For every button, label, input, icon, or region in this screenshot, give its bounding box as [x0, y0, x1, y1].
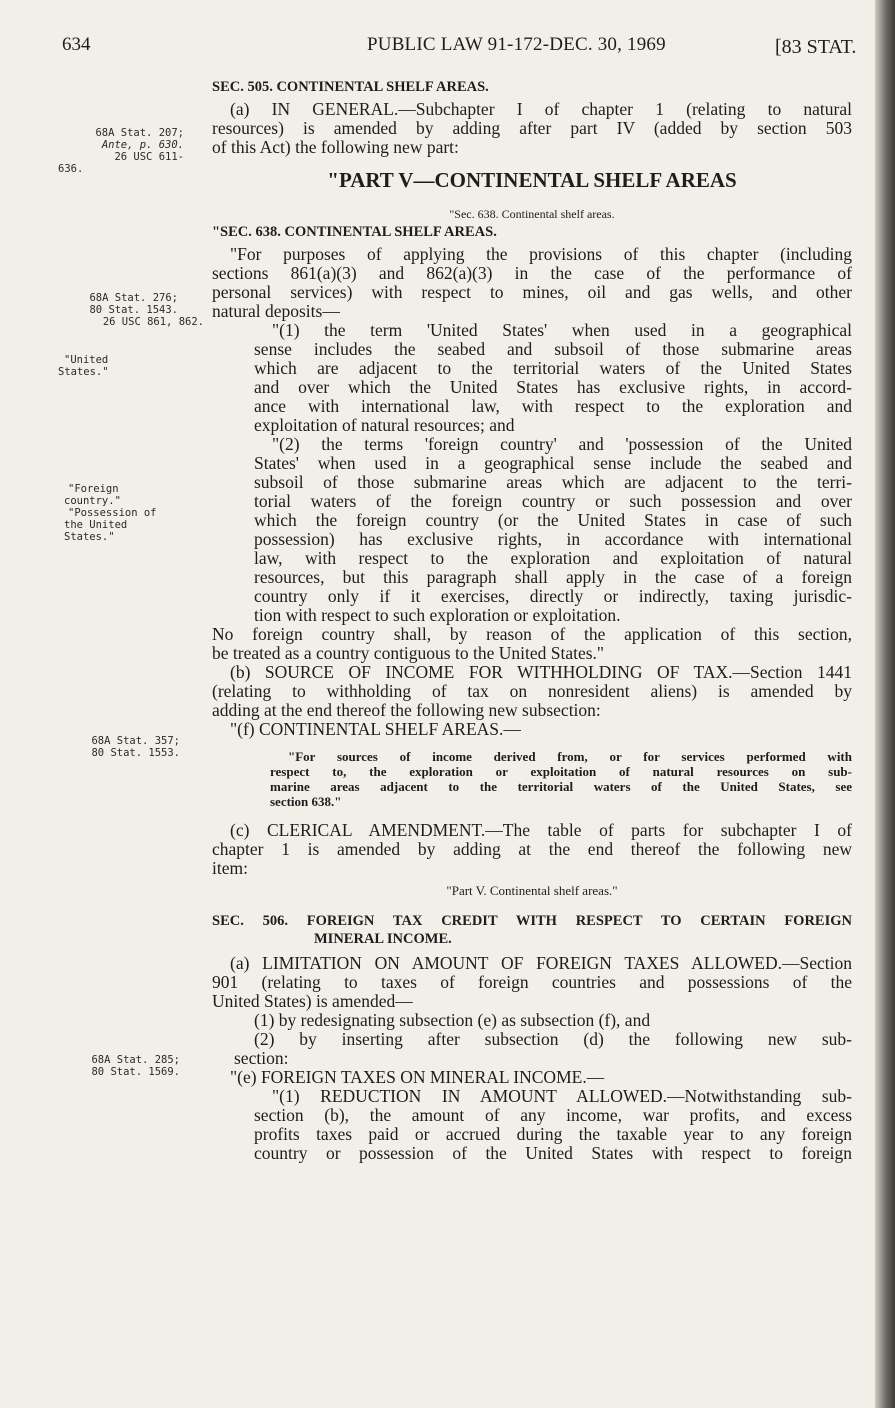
text-line: be treated as a country contiguous to the United States." [212, 644, 605, 663]
text-line: adding at the end thereof the following new subsection: [212, 701, 601, 720]
text-line: profits taxes paid or accrued during the taxable year to any foreign [254, 1125, 852, 1144]
margin-note-line: "Possession of [68, 507, 157, 519]
margin-note-line: 80 Stat. 1543. [89, 304, 178, 316]
paragraph-sec505a [212, 100, 852, 157]
text-line: (b) SOURCE OF INCOME FOR WITHHOLDING OF TAX.—Section 1441 [230, 663, 852, 682]
margin-note-sec506 [62, 1054, 180, 1078]
paragraph-sec638-intro [212, 245, 852, 321]
margin-note-sec505 [58, 127, 184, 175]
text-line: "(2) the terms 'foreign country' and 'possession of the United [272, 435, 852, 454]
margin-note-line: 26 USC 861, 862. [102, 316, 204, 328]
margin-note-line: 68A Stat. 207; [95, 127, 184, 139]
text-line: of this Act) the following new part: [212, 138, 459, 157]
text-line: respect to, the exploration or exploitation of natural resources on sub- [270, 764, 852, 779]
text-line: (2) by inserting after subsection (d) the following new sub- [254, 1030, 852, 1049]
text-line: SEC. 506. FOREIGN TAX CREDIT WITH RESPECT TO CERTAIN FOREIGN [212, 913, 852, 929]
margin-note-foreign-country [64, 483, 204, 543]
text-line: section 638." [270, 794, 342, 809]
text-line: item: [212, 859, 248, 878]
text-line: torial waters of the foreign country or such possession and over [254, 492, 852, 511]
document-body [212, 78, 852, 1163]
text-line: tion with respect to such exploration or exploitation. [254, 606, 621, 625]
text-line: resources) is amended by adding after part IV (added by section 503 [212, 119, 852, 138]
text-line: resources, but this paragraph shall apply in the case of a foreign [254, 568, 852, 587]
part-title: "PART V—CONTINENTAL SHELF AREAS [327, 168, 737, 192]
margin-note-line: 26 USC 611- [114, 151, 184, 163]
margin-note-line: 636. [58, 163, 84, 175]
text-line: and over which the United States has exclusive rights, in accord- [254, 378, 852, 397]
text-line: country or possession of the United States with respect to foreign [254, 1144, 852, 1163]
toc-entry: "Sec. 638. Continental shelf areas. [449, 207, 615, 221]
text-line: No foreign country shall, by reason of the application of this section, [212, 625, 852, 644]
paragraph-2 [212, 435, 852, 625]
margin-note-line: 80 Stat. 1569. [91, 1066, 180, 1078]
text-line: which are adjacent to the territorial waters of the United States [254, 359, 852, 378]
text-line: chapter 1 is amended by adding at the end thereof the following new [212, 840, 852, 859]
margin-note-line: country." [64, 495, 121, 507]
subsection-heading: "(e) FOREIGN TAXES ON MINERAL INCOME.— [230, 1068, 605, 1087]
statute-volume: [83 STAT. [775, 36, 857, 58]
section-heading: "SEC. 638. CONTINENTAL SHELF AREAS. [212, 224, 497, 240]
margin-note-sec505b [62, 735, 180, 759]
text-line: exploitation of natural resources; and [254, 416, 515, 435]
margin-note-line: the United [64, 519, 128, 531]
margin-note-united-states [58, 354, 136, 378]
list-item [212, 1030, 852, 1068]
toc-entry: "Part V. Continental shelf areas." [446, 883, 618, 898]
text-line: sections 861(a)(3) and 862(a)(3) in the case of the performance of [212, 264, 852, 283]
margin-note-line: 68A Stat. 357; [91, 735, 180, 747]
section-heading: SEC. 505. CONTINENTAL SHELF AREAS. [212, 79, 489, 95]
text-line: sense includes the seabed and subsoil of those submarine areas [254, 340, 852, 359]
margin-note-line: 68A Stat. 285; [91, 1054, 180, 1066]
margin-note-line: 80 Stat. 1553. [91, 747, 180, 759]
text-line: "(1) REDUCTION IN AMOUNT ALLOWED.—Notwithstanding sub- [272, 1087, 852, 1106]
text-line: personal services) with respect to mines, oil and gas wells, and other [212, 283, 852, 302]
text-line: "For sources of income derived from, or for services performed with [288, 749, 852, 764]
margin-note-line: "Foreign [68, 483, 119, 495]
margin-note-line: "United [64, 354, 109, 366]
section-heading-sec506 [212, 912, 852, 948]
paragraph-sec506a [212, 954, 852, 1011]
list-item: (1) by redesignating subsection (e) as subsection (f), and [254, 1011, 651, 1030]
text-line: "(1) the term 'United States' when used in a geographical [272, 321, 852, 340]
text-line: natural deposits— [212, 302, 340, 321]
text-line: United States) is amended— [212, 992, 413, 1011]
text-line: "For purposes of applying the provisions of this chapter (including [230, 245, 852, 264]
paragraph-subsec-f [212, 749, 852, 809]
text-line: country only if it exercises, directly or indirectly, taxing jurisdic- [254, 587, 852, 606]
book-spine-shadow [875, 0, 895, 1408]
text-line: (a) IN GENERAL.—Subchapter I of chapter 1 (relating to natural [230, 100, 852, 119]
text-line: (relating to withholding of tax on nonresident aliens) is amended by [212, 682, 852, 701]
paragraph-1 [212, 321, 852, 435]
text-line: (a) LIMITATION ON AMOUNT OF FOREIGN TAXES ALLOWED.—Section [230, 954, 852, 973]
text-line: marine areas adjacent to the territorial waters of the United States, see [270, 779, 852, 794]
text-line: possession) has exclusive rights, in accordance with international [254, 530, 852, 549]
text-line: subsoil of those submarine areas which are adjacent to the terri- [254, 473, 852, 492]
margin-note-line: States." [64, 531, 115, 543]
margin-note-line: 68A Stat. 276; [89, 292, 178, 304]
paragraph-closing [212, 625, 852, 663]
text-line: section: [234, 1049, 289, 1068]
running-header-title: PUBLIC LAW 91-172-DEC. 30, 1969 [367, 34, 666, 55]
subsection-heading: "(f) CONTINENTAL SHELF AREAS.— [230, 720, 521, 739]
margin-note-line: Ante, p. 630. [101, 139, 184, 151]
text-line: ance with international law, with respect to the exploration and [254, 397, 852, 416]
page-number: 634 [62, 34, 91, 55]
text-line: States' when used in a geographical sense include the seabed and [254, 454, 852, 473]
text-line: 901 (relating to taxes of foreign countries and possessions of the [212, 973, 852, 992]
text-line: which the foreign country (or the United States in case of such [254, 511, 852, 530]
text-line: (c) CLERICAL AMENDMENT.—The table of parts for subchapter I of [230, 821, 852, 840]
paragraph-subsec-e [212, 1087, 852, 1163]
paragraph-sec505b [212, 663, 852, 720]
paragraph-sec505c [212, 821, 852, 878]
text-line: section (b), the amount of any income, war profits, and excess [254, 1106, 852, 1125]
margin-note-sec638 [40, 292, 204, 328]
text-line: MINERAL INCOME. [314, 931, 452, 947]
margin-note-line: States." [58, 366, 109, 378]
text-line: law, with respect to the exploration and exploitation of natural [254, 549, 852, 568]
